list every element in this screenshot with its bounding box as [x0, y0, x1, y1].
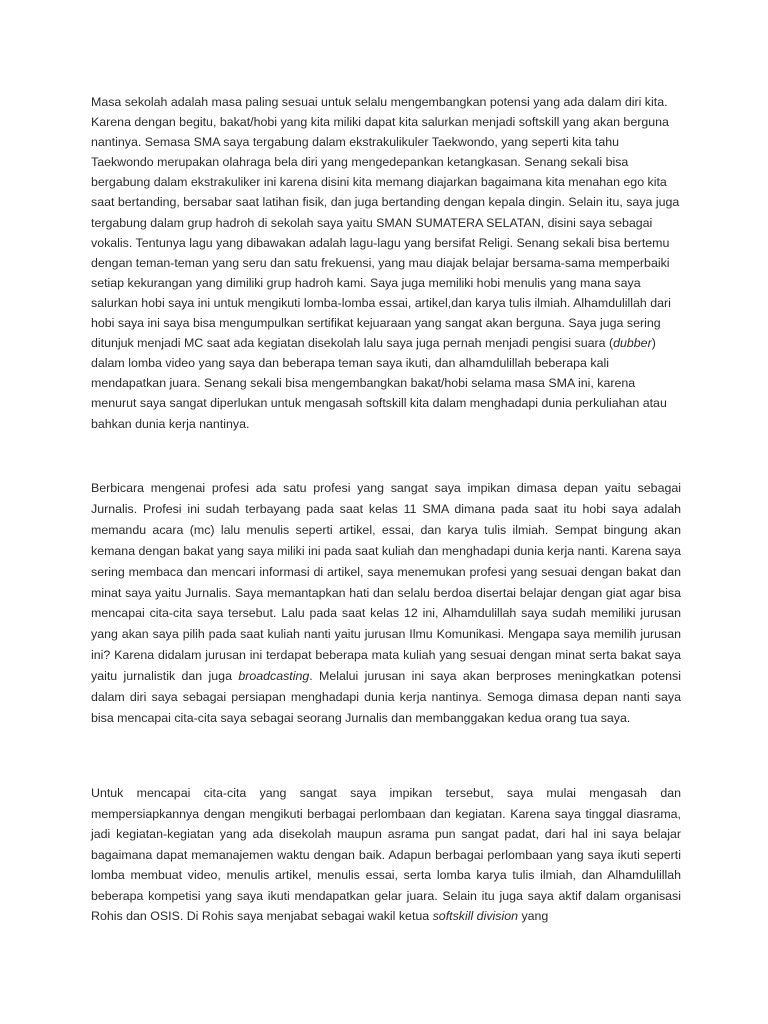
paragraph-text: . Melalui jurusan ini saya akan berproses meningkatkan potensi dalam diri saya sebagai persiapan menghadapi dunia kerja nantinya. Semoga dimasa depan nanti saya bisa mencapai cita-cita saya sebagai seorang Jurnalis dan membanggakan kedua orang tua saya. [91, 669, 682, 725]
paragraph-preparation [91, 783, 681, 927]
paragraph-profession [91, 478, 681, 729]
italic-term: softskill division [432, 909, 518, 923]
paragraph-text: yang [518, 909, 549, 923]
italic-term: dubber [613, 336, 652, 351]
paragraph-text: ) dalam lomba video yang saya dan beberapa teman saya ikuti, dan alhamdulillah beberapa kali mendapatkan juara. Senang sekali bisa mengembangkan bakat/hobi selama masa SMA ini, karena menurut saya sangat diperlukan untuk mengasah softskill kita dalam menghadapi dunia perkuliahan atau bahkan dunia kerja nantinya. [91, 336, 667, 431]
paragraph-text: Masa sekolah adalah masa paling sesuai untuk selalu mengembangkan potensi yang ada dalam diri kita. Karena dengan begitu, bakat/hobi yang kita miliki dapat kita salurkan menjadi softskill yang akan berguna nantinya. Semasa SMA saya tergabung dalam ekstrakulikuler Taekwondo, yang seperti kita tahu Taekwondo merupakan olahraga bela diri yang mengedepankan ketangkasan. Senang sekali bisa bergabung dalam ekstrakuliker ini karena disini kita memang diajarkan bagaimana kita menahan ego kita saat bertanding, bersabar saat latihan fisik, dan juga bertanding dengan kepala dingin. Selain itu, saya juga tergabung dalam grup hadroh di sekolah saya yaitu SMAN SUMATERA SELATAN, disini saya sebagai vokalis. Tentunya lagu yang dibawakan adalah lagu-lagu yang bersifat Religi. Senang sekali bisa bertemu dengan teman-teman yang seru dan satu frekuensi, yang mau diajak belajar bersama-sama memperbaiki setiap kekurangan yang dimiliki grup hadroh kami. Saya juga memiliki hobi menulis yang mana saya salurkan hobi saya ini untuk mengikuti lomba-lomba essai, artikel,dan karya tulis ilmiah. Alhamdulillah dari hobi saya ini saya bisa mengumpulkan sertifikat kejuaraan yang sangat akan berguna. Saya juga sering ditunjuk menjadi MC saat ada kegiatan disekolah lalu saya juga pernah menjadi pengisi suara ( [91, 95, 680, 351]
paragraph-extracurricular [91, 92, 681, 434]
paragraph-text: Berbicara mengenai profesi ada satu profesi yang sangat saya impikan dimasa depan yaitu sebagai Jurnalis. Profesi ini sudah terbayang pada saat kelas 11 SMA dimana pada saat itu hobi saya adalah memandu acara (mc) lalu menulis seperti artikel, essai, dan karya tulis ilmiah. Sempat bingung akan kemana dengan bakat yang saya miliki ini pada saat kuliah dan menghadapi dunia kerja nanti. Karena saya sering membaca dan mencari informasi di artikel, saya menemukan profesi yang sesuai dengan bakat dan minat saya yaitu Jurnalis. Saya memantapkan hati dan selalu berdoa disertai belajar dengan giat agar bisa mencapai cita-cita saya tersebut. Lalu pada saat kelas 12 ini, Alhamdulillah saya sudah memiliki jurusan yang akan saya pilih pada saat kuliah nanti yaitu jurusan Ilmu Komunikasi. Mengapa saya memilih jurusan ini? Karena didalam jurusan ini terdapat beberapa mata kuliah yang sesuai dengan minat serta bakat saya yaitu jurnalistik dan juga [91, 481, 681, 684]
italic-term: broadcasting [238, 669, 310, 684]
paragraph-text: Untuk mencapai cita-cita yang sangat saya impikan tersebut, saya mulai mengasah dan mempersiapkannya dengan mengikuti berbagai perlombaan dan kegiatan. Karena saya tinggal diasrama, jadi kegiatan-kegiatan yang ada disekolah maupun asrama pun sangat padat, dari hal ini saya belajar bagaimana dapat memanajemen waktu dengan baik. Adapun berbagai perlombaan yang saya ikuti seperti lomba membuat video, menulis artikel, menulis essai, serta lomba karya tulis ilmiah, dan Alhamdulillah beberapa kompetisi yang saya ikuti mendapatkan gelar juara. Selain itu juga saya aktif dalam organisasi Rohis dan OSIS. Di Rohis saya menjabat sebagai wakil ketua [91, 786, 681, 923]
